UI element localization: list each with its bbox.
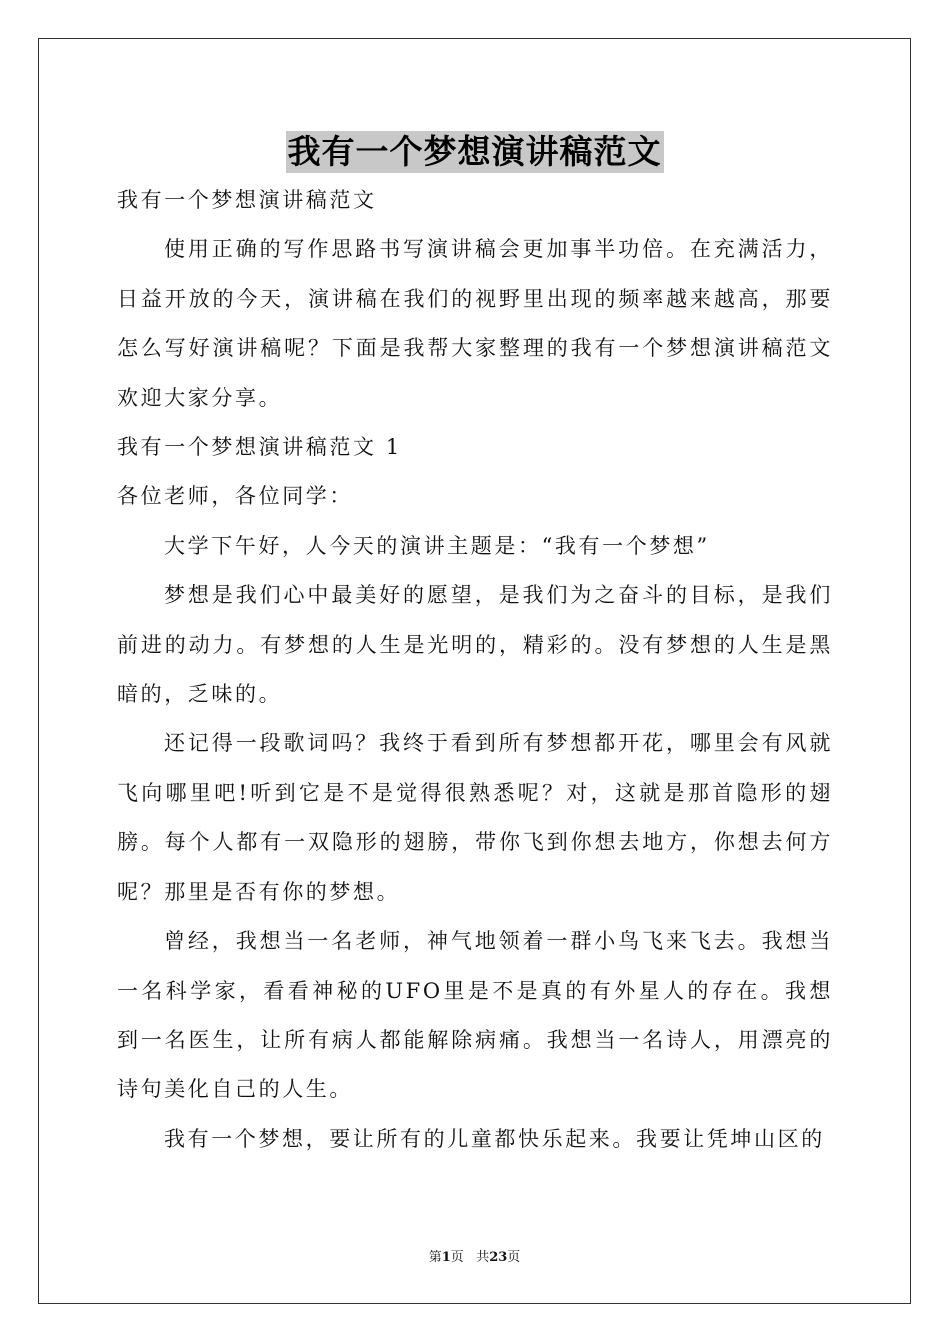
total-pages: 23 — [489, 1250, 508, 1265]
paragraph: 我有一个梦想，要让所有的儿童都快乐起来。我要让凭坤山区的 — [164, 1126, 825, 1151]
section-heading: 我有一个梦想演讲稿范文 1 — [117, 435, 402, 460]
document-body — [117, 176, 833, 1164]
total-suffix: 页 — [507, 1250, 521, 1265]
page-prefix: 第 — [428, 1250, 442, 1265]
document-title: 我有一个梦想演讲稿范文 — [287, 132, 662, 171]
salutation: 各位老师，各位同学： — [117, 484, 353, 509]
page-suffix: 页 — [450, 1250, 464, 1265]
page-number: 1 — [441, 1250, 451, 1265]
paragraph: 梦想是我们心中最美好的愿望，是我们为之奋斗的目标，是我们前进的动力。有梦想的人生是光明的，精彩的。没有梦想的人生是黑暗的，乏味的。 — [117, 583, 833, 707]
total-prefix: 共 — [476, 1250, 490, 1265]
paragraph: 还记得一段歌词吗？我终于看到所有梦想都开花，哪里会有风就飞向哪里吧!听到它是不是觉得很熟悉呢？对，这就是那首隐形的翅膀。每个人都有一双隐形的翅膀，带你飞到你想去地方，你想去何方呢？那里是否有你的梦想。 — [117, 731, 833, 904]
paragraph: 大学下午好，人今天的演讲主题是：“我有一个梦想” — [164, 533, 710, 558]
title-container — [39, 131, 910, 173]
document-page — [38, 38, 911, 1304]
page-footer — [39, 1246, 910, 1265]
paragraph: 使用正确的写作思路书写演讲稿会更加事半功倍。在充满活力，日益开放的今天，演讲稿在我们的视野里出现的频率越来越高，那要怎么写好演讲稿呢？下面是我帮大家整理的我有一个梦想演讲稿范文欢迎大家分享。 — [117, 237, 833, 410]
paragraph: 曾经，我想当一名老师，神气地领着一群小鸟飞来飞去。我想当一名科学家，看看神秘的UFO里是不是真的有外星人的存在。我想到一名医生，让所有病人都能解除病痛。我想当一名诗人，用漂亮的诗句美化自己的人生。 — [117, 929, 833, 1102]
paragraph: 我有一个梦想演讲稿范文 — [117, 188, 377, 212]
